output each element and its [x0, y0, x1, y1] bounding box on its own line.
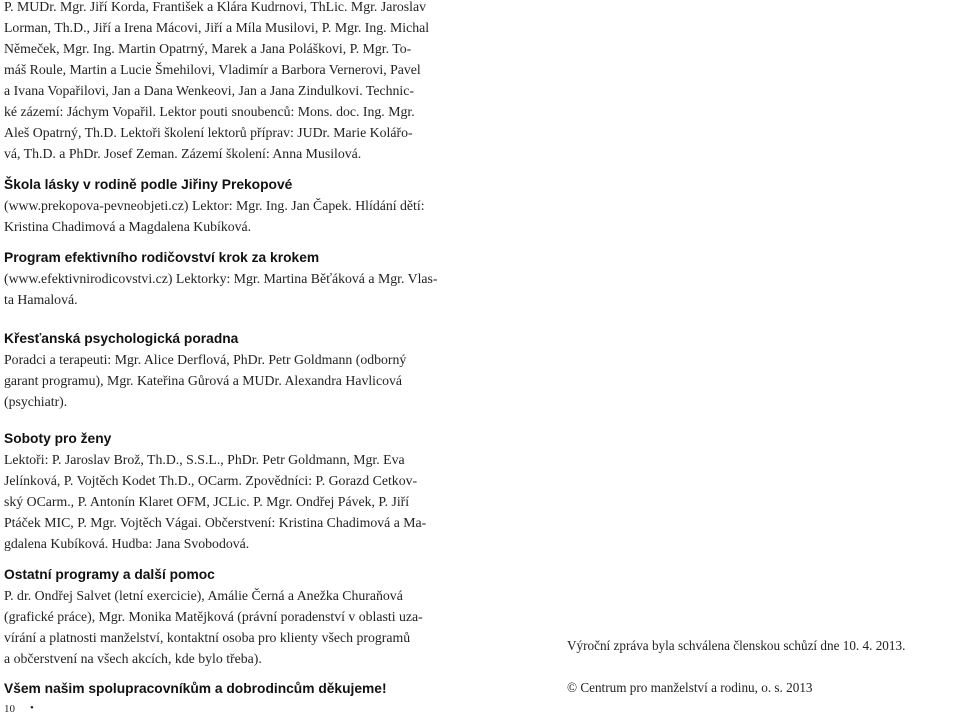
text-line: Aleš Opatrný, Th.D. Lektoři školení lektorů příprav: JUDr. Marie Kolářo-: [4, 125, 413, 140]
bullet-separator: •: [30, 702, 34, 714]
text-line: ský OCarm., P. Antonín Klaret OFM, JCLic. P. Mgr. Ondřej Pávek, P. Jiří: [4, 494, 410, 509]
copyright-note: © Centrum pro manželství a rodinu, o. s. 2013: [567, 680, 813, 695]
text-line: Němeček, Mgr. Ing. Martin Opatrný, Marek a Jana Poláškovi, P. Mgr. To-: [4, 41, 412, 56]
text-line: Poradci a terapeuti: Mgr. Alice Derflová, PhDr. Petr Goldmann (odborný: [4, 352, 407, 367]
section-heading: Program efektivního rodičovství krok za krokem: [4, 250, 320, 265]
text-line: a občerstvení na všech akcích, kde bylo třeba).: [4, 651, 262, 666]
section-heading: Soboty pro ženy: [4, 431, 112, 446]
section-heading: Ostatní programy a další pomoc: [4, 567, 215, 582]
text-line: Ptáček MIC, P. Mgr. Vojtěch Vágai. Občerstvení: Kristina Chadimová a Ma-: [4, 515, 427, 530]
section-heading: Škola lásky v rodině podle Jiřiny Prekopové: [4, 177, 293, 192]
page-number: 10: [4, 703, 15, 715]
text-line: (psychiatr).: [4, 394, 68, 409]
text-line: P. MUDr. Mgr. Jiří Korda, František a Klára Kudrnovi, ThLic. Mgr. Jaroslav: [4, 0, 427, 14]
text-line: ta Hamalová.: [4, 292, 78, 307]
text-line: vírání a platnosti manželství, kontaktní osoba pro klienty všech programů: [4, 630, 411, 645]
text-line: máš Roule, Martin a Lucie Šmehilovi, Vladimír a Barbora Vernerovi, Pavel: [4, 62, 421, 77]
text-line: ké zázemí: Jáchym Vopařil. Lektor pouti snoubenců: Mons. doc. Ing. Mgr.: [4, 104, 415, 119]
text-line: Lorman, Th.D., Jiří a Irena Mácovi, Jiří a Míla Musilovi, P. Mgr. Ing. Michal: [4, 20, 430, 35]
text-line: vá, Th.D. a PhDr. Josef Zeman. Zázemí školení: Anna Musilová.: [4, 146, 362, 161]
text-line: Kristina Chadimová a Magdalena Kubíková.: [4, 219, 252, 234]
text-line: P. dr. Ondřej Salvet (letní exercicie), Amálie Černá a Anežka Churaňová: [4, 588, 403, 603]
approval-note: Výroční zpráva byla schválena členskou schůzí dne 10. 4. 2013.: [567, 638, 906, 653]
text-line: Jelínková, P. Vojtěch Kodet Th.D., OCarm. Zpovědníci: P. Gorazd Cetkov-: [4, 473, 418, 488]
thanks-line: Všem našim spolupracovníkům a dobrodincům děkujeme!: [4, 681, 387, 696]
text-line: a Ivana Vopařilovi, Jan a Dana Wenkeovi, Jan a Jana Zindulkovi. Technic-: [4, 83, 414, 98]
text-line: gdalena Kubíková. Hudba: Jana Svobodová.: [4, 536, 250, 551]
text-line: (www.prekopova-pevneobjeti.cz) Lektor: Mgr. Ing. Jan Čapek. Hlídání dětí:: [4, 198, 425, 213]
text-line: (www.efektivnirodicovstvi.cz) Lektorky: Mgr. Martina Běťáková a Mgr. Vlas-: [4, 271, 438, 286]
text-line: garant programu), Mgr. Kateřina Gůrová a MUDr. Alexandra Havlicová: [4, 373, 403, 388]
text-line: Lektoři: P. Jaroslav Brož, Th.D., S.S.L., PhDr. Petr Goldmann, Mgr. Eva: [4, 452, 405, 467]
section-heading: Křesťanská psychologická poradna: [4, 331, 239, 346]
text-line: (grafické práce), Mgr. Monika Matějková (právní poradenství v oblasti uza-: [4, 609, 423, 624]
